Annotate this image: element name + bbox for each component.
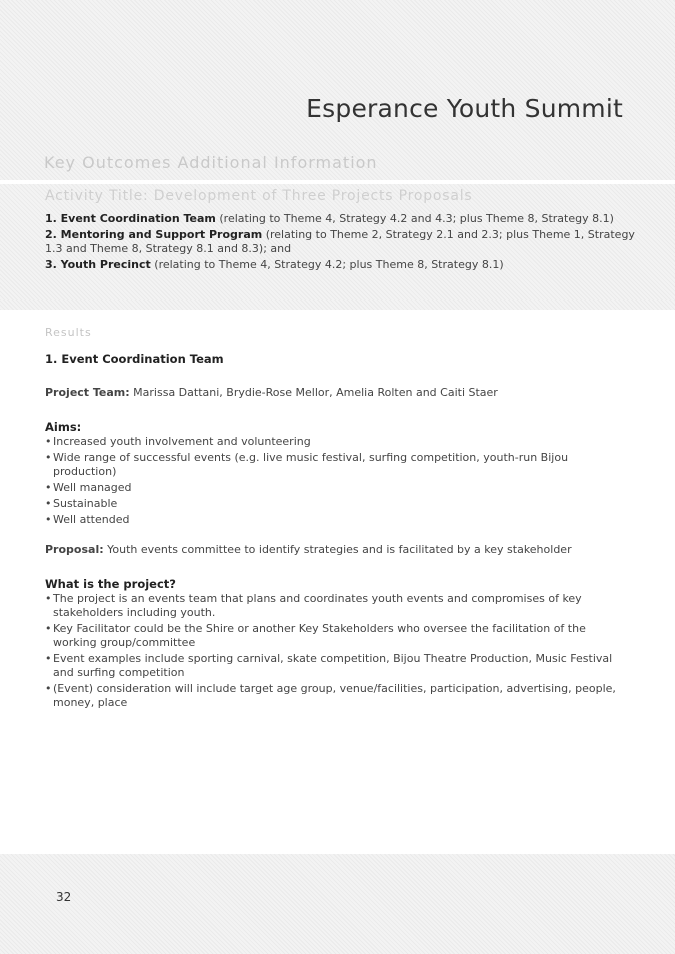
activity-item-label: 2. Mentoring and Support Program	[45, 228, 263, 241]
project-heading: 1. Event Coordination Team	[45, 352, 224, 366]
activity-item-text: (relating to Theme 2, Strategy 2.1 and 2.3; plus Theme 1, Strategy 1.3 and Theme 8, Strategy 8.1 and 8.3); and	[45, 228, 635, 255]
project-team-label: Project Team:	[45, 386, 130, 399]
bullet-icon: •	[45, 451, 52, 464]
list-item: • Sustainable	[45, 497, 118, 510]
activity-item	[45, 212, 635, 226]
bullet-icon: •	[45, 497, 52, 510]
page-title: Esperance Youth Summit	[306, 94, 623, 123]
activity-item-label: 1. Event Coordination Team	[45, 212, 216, 225]
proposal-text: Youth events committee to identify strategies and is facilitated by a key stakeholder	[103, 543, 572, 556]
list-item: • Well managed	[45, 481, 132, 494]
project-content	[45, 352, 620, 712]
proposal-label: Proposal:	[45, 543, 104, 556]
results-band	[0, 300, 675, 310]
list-item: • Well attended	[45, 513, 130, 526]
aims-list	[45, 435, 620, 527]
bullet-icon: •	[45, 513, 52, 526]
bullet-icon: •	[45, 592, 52, 605]
bullet-icon: •	[45, 622, 52, 635]
section-heading: Key Outcomes Additional Information	[44, 153, 378, 172]
bullet-icon: •	[45, 481, 52, 494]
project-team-text: Marissa Dattani, Brydie-Rose Mellor, Amelia Rolten and Caiti Staer	[129, 386, 498, 399]
bullet-icon: •	[45, 652, 52, 665]
activity-item-text: (relating to Theme 4, Strategy 4.2; plus Theme 8, Strategy 8.1)	[150, 258, 504, 271]
what-list	[45, 592, 620, 710]
aims-label: Aims:	[45, 420, 82, 434]
activity-item-label: 3. Youth Precinct	[45, 258, 151, 271]
activity-item-text: (relating to Theme 4, Strategy 4.2 and 4.3; plus Theme 8, Strategy 8.1)	[215, 212, 614, 225]
list-item: • The project is an events team that plans and coordinates youth events and compromises of key stakeholders including youth.	[45, 592, 582, 619]
page-number: 32	[56, 890, 72, 904]
list-item: • (Event) consideration will include target age group, venue/facilities, participation, advertising, people, money, place	[45, 682, 616, 709]
activity-item	[45, 258, 635, 272]
what-label: What is the project?	[45, 577, 176, 591]
bullet-icon: •	[45, 435, 52, 448]
list-item: • Key Facilitator could be the Shire or another Key Stakeholders who oversee the facilitation of the working group/committee	[45, 622, 586, 649]
proposal	[45, 543, 620, 557]
bullet-icon: •	[45, 682, 52, 695]
list-item: • Wide range of successful events (e.g. live music festival, surfing competition, youth-run Bijou production)	[45, 451, 569, 478]
footer-band	[0, 854, 675, 954]
activity-list	[45, 212, 635, 274]
activity-title: Activity Title: Development of Three Projects Proposals	[45, 188, 473, 204]
project-team	[45, 386, 620, 400]
list-item: • Increased youth involvement and volunteering	[45, 435, 311, 448]
results-label: Results	[45, 326, 92, 339]
activity-item	[45, 228, 635, 256]
list-item: • Event examples include sporting carnival, skate competition, Bijou Theatre Production, Music Festival and surfing competition	[45, 652, 613, 679]
